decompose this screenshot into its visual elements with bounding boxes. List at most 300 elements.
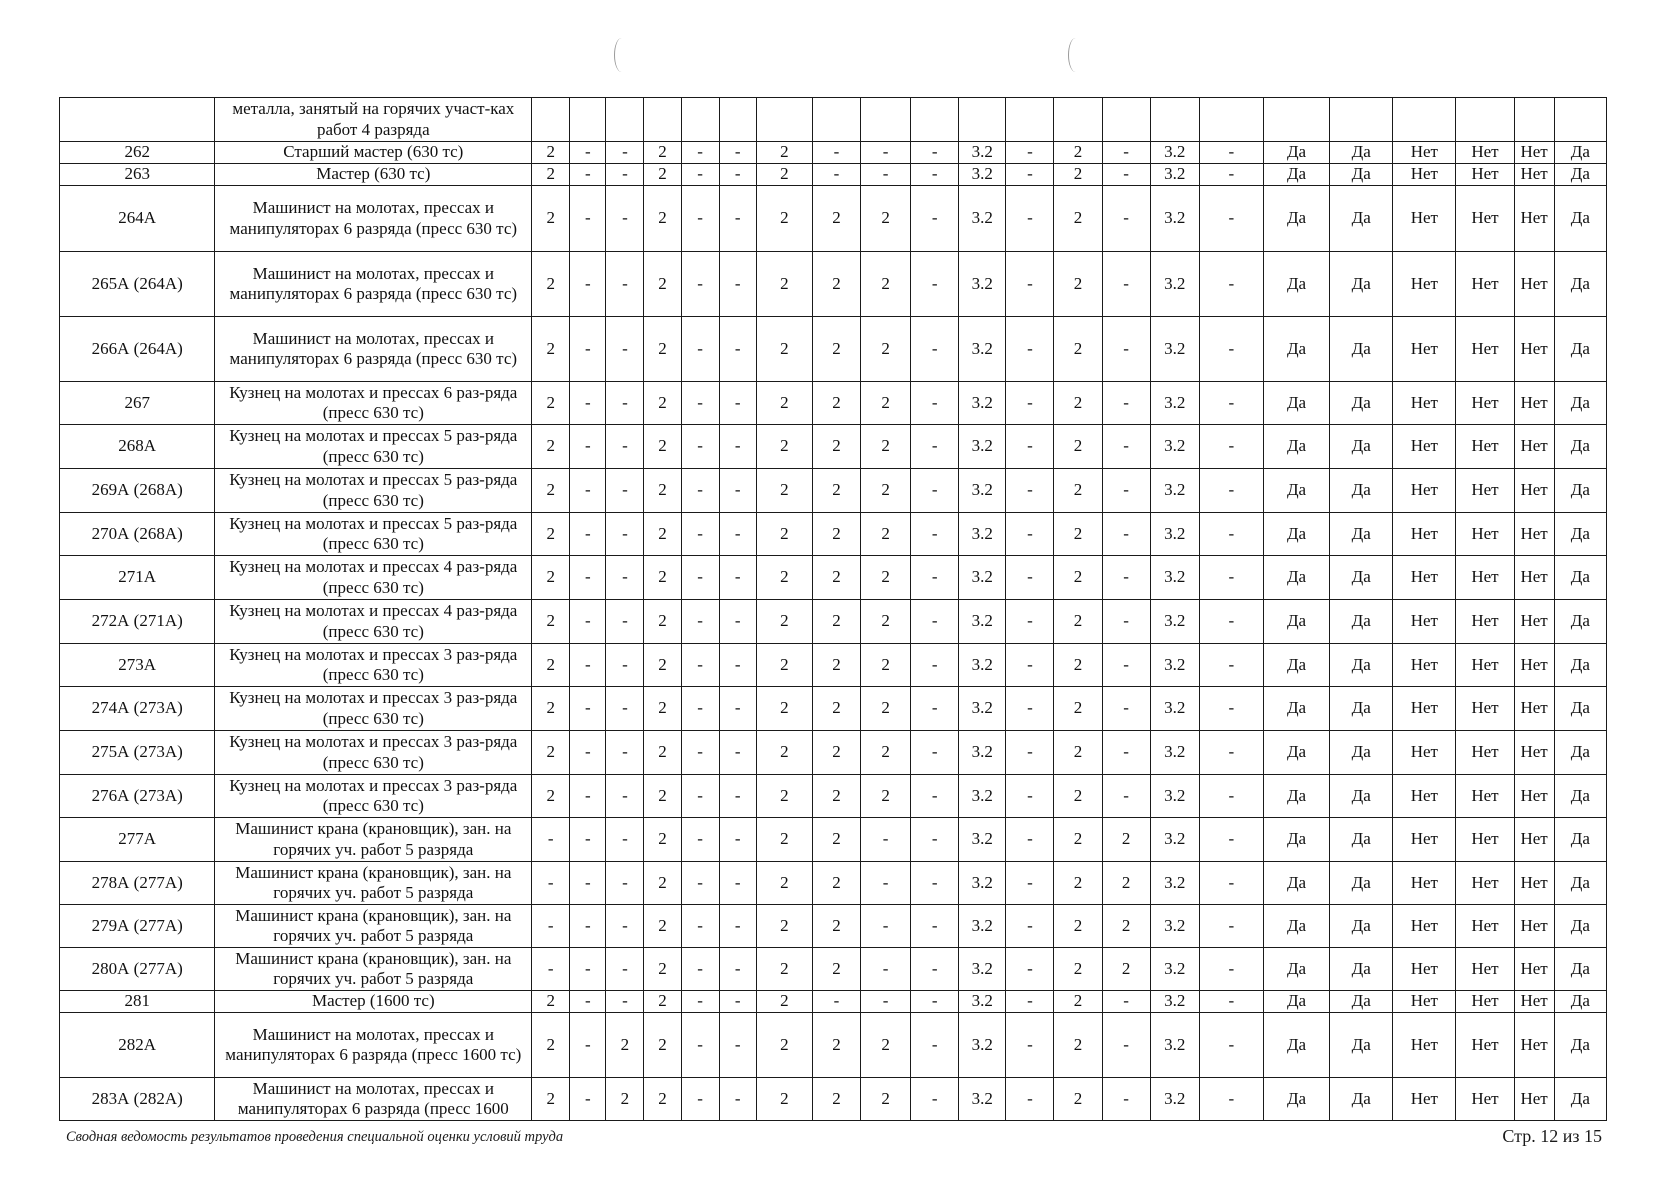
table-cell: -	[681, 164, 719, 186]
table-cell: -	[1102, 775, 1150, 818]
table-cell: 3.2	[959, 1013, 1006, 1078]
table-cell: Нет	[1514, 1013, 1554, 1078]
table-cell: 2	[1054, 1013, 1102, 1078]
table-cell: Нет	[1514, 687, 1554, 731]
table-row	[60, 905, 1607, 948]
table-cell	[570, 98, 606, 142]
table-cell: 2	[532, 142, 570, 164]
table-cell: Да	[1263, 425, 1329, 469]
table-cell: 2	[1054, 142, 1102, 164]
table-cell: 3.2	[1150, 142, 1199, 164]
table-cell: 2	[812, 425, 860, 469]
table-cell: Да	[1554, 862, 1606, 905]
table-cell: 2	[812, 1013, 860, 1078]
table-cell: 2	[1054, 425, 1102, 469]
table-cell: 2	[1102, 862, 1150, 905]
table-cell: -	[719, 775, 756, 818]
table-cell: 3.2	[1150, 382, 1199, 425]
table-row	[60, 142, 1607, 164]
table-cell: Да	[1263, 687, 1329, 731]
table-cell: 2	[644, 382, 681, 425]
table-cell: Нет	[1456, 252, 1514, 317]
table-cell: Нет	[1514, 425, 1554, 469]
table-cell: 2	[812, 644, 860, 687]
table-cell: 2	[861, 600, 911, 644]
table-cell: Нет	[1456, 469, 1514, 513]
table-cell: Нет	[1456, 382, 1514, 425]
position-name: металла, занятый на горячих участ-ках работ 4 разряда	[215, 98, 532, 142]
table-cell: Да	[1554, 252, 1606, 317]
table-cell: 3.2	[959, 382, 1006, 425]
table-cell: -	[1102, 991, 1150, 1013]
table-cell: -	[681, 948, 719, 991]
table-cell: Нет	[1514, 948, 1554, 991]
table-cell: -	[532, 862, 570, 905]
table-cell: Да	[1330, 687, 1393, 731]
table-cell: 2	[644, 948, 681, 991]
table-cell: 2	[644, 1078, 681, 1121]
table-cell: Да	[1554, 644, 1606, 687]
table-cell: -	[1006, 644, 1054, 687]
table-cell: Да	[1554, 382, 1606, 425]
table-row	[60, 991, 1607, 1013]
table-cell: 2	[812, 556, 860, 600]
table-cell: -	[570, 775, 606, 818]
table-cell: -	[681, 731, 719, 775]
table-cell: Да	[1330, 252, 1393, 317]
table-cell: -	[606, 775, 644, 818]
position-name: Кузнец на молотах и прессах 4 раз-ряда (пресс 630 тс)	[215, 600, 532, 644]
position-name: Мастер (1600 тс)	[215, 991, 532, 1013]
table-cell: Нет	[1456, 513, 1514, 556]
row-id: 270А (268А)	[60, 513, 215, 556]
table-cell: 3.2	[959, 862, 1006, 905]
table-cell: 3.2	[1150, 775, 1199, 818]
table-cell: -	[681, 600, 719, 644]
table-cell: Да	[1263, 644, 1329, 687]
table-cell: -	[1102, 317, 1150, 382]
table-cell: -	[1006, 600, 1054, 644]
table-cell: 3.2	[1150, 991, 1199, 1013]
table-cell: 2	[756, 317, 812, 382]
table-cell: 3.2	[959, 469, 1006, 513]
table-cell: 3.2	[959, 991, 1006, 1013]
table-cell: 2	[644, 469, 681, 513]
table-cell: 2	[756, 818, 812, 862]
table-cell: -	[911, 775, 959, 818]
table-cell: 3.2	[959, 1078, 1006, 1121]
table-cell: 2	[644, 775, 681, 818]
table-cell: -	[1006, 1078, 1054, 1121]
table-cell: -	[911, 142, 959, 164]
table-cell: Нет	[1514, 862, 1554, 905]
position-name: Машинист на молотах, прессах и манипуляторах 6 разряда (пресс 1600 тс)	[215, 1013, 532, 1078]
table-cell	[1514, 98, 1554, 142]
table-cell: 2	[861, 382, 911, 425]
table-cell: -	[719, 252, 756, 317]
table-cell: Нет	[1393, 775, 1456, 818]
table-cell: -	[1102, 186, 1150, 252]
table-cell: -	[911, 905, 959, 948]
table-cell	[1054, 98, 1102, 142]
table-cell: -	[1006, 317, 1054, 382]
row-id: 281	[60, 991, 215, 1013]
table-cell: 2	[812, 600, 860, 644]
table-cell: Да	[1330, 382, 1393, 425]
table-cell: Да	[1554, 469, 1606, 513]
table-cell: Нет	[1393, 425, 1456, 469]
table-cell: 2	[1054, 513, 1102, 556]
table-cell: -	[719, 469, 756, 513]
table-cell: 2	[1054, 1078, 1102, 1121]
table-cell: Нет	[1393, 600, 1456, 644]
table-row	[60, 775, 1607, 818]
table-cell	[1102, 98, 1150, 142]
table-cell: 2	[756, 164, 812, 186]
table-cell: Да	[1330, 948, 1393, 991]
table-cell: Нет	[1393, 687, 1456, 731]
table-cell: Да	[1263, 186, 1329, 252]
table-cell: Нет	[1393, 948, 1456, 991]
table-cell: -	[1102, 513, 1150, 556]
table-cell: -	[1102, 644, 1150, 687]
table-cell: 3.2	[959, 644, 1006, 687]
table-cell: Да	[1263, 1078, 1329, 1121]
table-cell: Да	[1263, 142, 1329, 164]
table-row	[60, 948, 1607, 991]
position-name: Машинист на молотах, прессах и манипуляторах 6 разряда (пресс 630 тс)	[215, 317, 532, 382]
table-cell: -	[1006, 186, 1054, 252]
table-cell: 2	[756, 991, 812, 1013]
table-cell: -	[1006, 775, 1054, 818]
table-row	[60, 1013, 1607, 1078]
table-cell: -	[1199, 948, 1263, 991]
table-cell: 2	[644, 142, 681, 164]
table-cell: -	[606, 142, 644, 164]
table-cell: -	[570, 1013, 606, 1078]
table-cell: -	[681, 142, 719, 164]
position-name: Кузнец на молотах и прессах 5 раз-ряда (пресс 630 тс)	[215, 425, 532, 469]
table-cell: 3.2	[959, 600, 1006, 644]
table-cell: -	[719, 687, 756, 731]
table-cell: -	[1102, 252, 1150, 317]
results-table	[59, 97, 1607, 1121]
table-cell: -	[606, 317, 644, 382]
table-cell: 3.2	[1150, 252, 1199, 317]
table-cell: -	[570, 425, 606, 469]
table-cell: Нет	[1514, 731, 1554, 775]
table-cell: -	[532, 905, 570, 948]
table-cell: 2	[1054, 644, 1102, 687]
table-cell: -	[570, 556, 606, 600]
table-cell: 2	[1054, 186, 1102, 252]
table-cell: -	[719, 644, 756, 687]
table-cell: -	[1102, 600, 1150, 644]
table-cell: -	[1199, 164, 1263, 186]
table-cell: -	[861, 142, 911, 164]
table-cell: 3.2	[1150, 818, 1199, 862]
table-cell: 3.2	[1150, 425, 1199, 469]
table-cell: Да	[1554, 186, 1606, 252]
table-row	[60, 818, 1607, 862]
table-cell: -	[606, 469, 644, 513]
table-cell: Да	[1330, 600, 1393, 644]
table-row	[60, 425, 1607, 469]
table-cell	[1006, 98, 1054, 142]
table-cell: 2	[1102, 818, 1150, 862]
table-cell: -	[1199, 991, 1263, 1013]
position-name: Машинист крана (крановщик), зан. на горячих уч. работ 5 разряда	[215, 862, 532, 905]
table-cell: 2	[812, 948, 860, 991]
table-cell: 2	[532, 317, 570, 382]
table-cell: -	[681, 1013, 719, 1078]
row-id: 280А (277А)	[60, 948, 215, 991]
table-cell: 2	[1054, 469, 1102, 513]
table-cell: Нет	[1456, 687, 1514, 731]
table-cell: 3.2	[959, 948, 1006, 991]
table-cell: 2	[812, 252, 860, 317]
table-cell: Нет	[1393, 991, 1456, 1013]
table-cell: Нет	[1514, 164, 1554, 186]
position-name: Машинист крана (крановщик), зан. на горячих уч. работ 5 разряда	[215, 905, 532, 948]
table-cell: -	[606, 991, 644, 1013]
table-cell: 2	[532, 556, 570, 600]
table-cell: Да	[1330, 164, 1393, 186]
table-cell: -	[911, 687, 959, 731]
table-cell: -	[570, 513, 606, 556]
table-cell: -	[1102, 469, 1150, 513]
table-cell: -	[1006, 142, 1054, 164]
table-cell: Да	[1554, 142, 1606, 164]
table-cell: -	[1199, 513, 1263, 556]
table-cell: 2	[756, 513, 812, 556]
table-cell: -	[812, 164, 860, 186]
table-cell	[606, 98, 644, 142]
table-cell: 2	[532, 186, 570, 252]
table-cell: -	[570, 991, 606, 1013]
table-cell: Нет	[1514, 556, 1554, 600]
table-cell: -	[1199, 469, 1263, 513]
table-cell: 3.2	[1150, 1013, 1199, 1078]
table-cell: 2	[532, 382, 570, 425]
table-cell: 2	[606, 1013, 644, 1078]
table-cell: Нет	[1393, 556, 1456, 600]
table-cell: -	[1006, 948, 1054, 991]
table-cell: 2	[756, 252, 812, 317]
table-cell: Нет	[1514, 644, 1554, 687]
table-cell: Нет	[1393, 142, 1456, 164]
row-id: 272А (271А)	[60, 600, 215, 644]
table-cell: Да	[1263, 905, 1329, 948]
table-cell: -	[681, 1078, 719, 1121]
table-cell: -	[1199, 186, 1263, 252]
table-cell: -	[1006, 687, 1054, 731]
table-cell: 2	[812, 731, 860, 775]
table-row	[60, 644, 1607, 687]
table-cell: -	[1199, 1013, 1263, 1078]
table-cell: -	[606, 905, 644, 948]
table-cell: Да	[1330, 186, 1393, 252]
table-cell: 2	[1054, 600, 1102, 644]
table-cell: 2	[644, 425, 681, 469]
table-cell: Нет	[1514, 186, 1554, 252]
position-name: Кузнец на молотах и прессах 3 раз-ряда (пресс 630 тс)	[215, 644, 532, 687]
table-cell: -	[861, 164, 911, 186]
table-cell: Нет	[1456, 425, 1514, 469]
table-cell: -	[1102, 382, 1150, 425]
table-row	[60, 186, 1607, 252]
table-cell: 2	[644, 687, 681, 731]
table-cell: -	[911, 513, 959, 556]
table-cell: Да	[1263, 948, 1329, 991]
table-cell: -	[1199, 905, 1263, 948]
table-cell: Да	[1263, 1013, 1329, 1078]
table-cell: 3.2	[959, 252, 1006, 317]
table-cell: -	[606, 164, 644, 186]
table-cell: -	[719, 731, 756, 775]
table-cell: 2	[644, 556, 681, 600]
table-cell: 2	[756, 775, 812, 818]
table-cell: -	[1199, 818, 1263, 862]
table-cell: 2	[1054, 905, 1102, 948]
position-name: Мастер (630 тс)	[215, 164, 532, 186]
table-cell: 2	[861, 469, 911, 513]
table-cell: Нет	[1393, 731, 1456, 775]
row-id: 273А	[60, 644, 215, 687]
table-cell: 3.2	[959, 164, 1006, 186]
table-cell: -	[681, 644, 719, 687]
table-row	[60, 731, 1607, 775]
table-cell: -	[1199, 317, 1263, 382]
table-cell: -	[606, 382, 644, 425]
table-cell: -	[911, 382, 959, 425]
table-cell: 3.2	[1150, 513, 1199, 556]
table-cell: -	[911, 948, 959, 991]
table-cell: Нет	[1393, 252, 1456, 317]
row-id: 268А	[60, 425, 215, 469]
table-cell: Нет	[1514, 513, 1554, 556]
table-cell: -	[861, 948, 911, 991]
table-cell: -	[570, 731, 606, 775]
table-cell: 2	[812, 905, 860, 948]
table-row	[60, 600, 1607, 644]
table-cell: -	[681, 687, 719, 731]
table-cell: 3.2	[1150, 905, 1199, 948]
table-cell: -	[911, 469, 959, 513]
table-cell: -	[719, 382, 756, 425]
table-cell: -	[1102, 164, 1150, 186]
table-cell: -	[1006, 1013, 1054, 1078]
position-name: Кузнец на молотах и прессах 3 раз-ряда (пресс 630 тс)	[215, 687, 532, 731]
table-cell: -	[861, 862, 911, 905]
table-cell: 3.2	[1150, 164, 1199, 186]
table-cell	[1554, 98, 1606, 142]
table-cell: Да	[1554, 164, 1606, 186]
table-cell: 2	[756, 142, 812, 164]
position-name: Кузнец на молотах и прессах 3 раз-ряда (пресс 630 тс)	[215, 775, 532, 818]
table-cell: -	[606, 556, 644, 600]
table-cell: Нет	[1456, 948, 1514, 991]
row-id: 276А (273А)	[60, 775, 215, 818]
table-cell: Да	[1263, 556, 1329, 600]
table-cell: Нет	[1393, 382, 1456, 425]
position-name: Кузнец на молотах и прессах 6 раз-ряда (пресс 630 тс)	[215, 382, 532, 425]
row-id: 278А (277А)	[60, 862, 215, 905]
table-cell: 2	[1054, 948, 1102, 991]
table-cell: 2	[644, 991, 681, 1013]
table-cell: 2	[756, 862, 812, 905]
table-cell: -	[911, 991, 959, 1013]
table-cell: 2	[532, 425, 570, 469]
table-cell: Да	[1263, 991, 1329, 1013]
table-cell: Да	[1554, 425, 1606, 469]
table-cell: 2	[812, 1078, 860, 1121]
table-cell: 2	[812, 687, 860, 731]
table-cell: -	[861, 905, 911, 948]
table-cell: Да	[1330, 644, 1393, 687]
table-cell: 2	[812, 382, 860, 425]
table-cell: -	[719, 1013, 756, 1078]
table-cell: 2	[812, 317, 860, 382]
table-cell: -	[570, 948, 606, 991]
table-cell: 2	[644, 600, 681, 644]
table-cell: -	[911, 862, 959, 905]
table-cell: 2	[861, 775, 911, 818]
table-cell: -	[606, 731, 644, 775]
table-cell: -	[1006, 164, 1054, 186]
table-row	[60, 687, 1607, 731]
table-cell: Да	[1330, 1078, 1393, 1121]
table-cell: 2	[644, 317, 681, 382]
position-name: Машинист крана (крановщик), зан. на горячих уч. работ 5 разряда	[215, 948, 532, 991]
row-id: 269А (268А)	[60, 469, 215, 513]
row-id: 279А (277А)	[60, 905, 215, 948]
table-cell: 2	[1054, 731, 1102, 775]
position-name: Кузнец на молотах и прессах 4 раз-ряда (пресс 630 тс)	[215, 556, 532, 600]
table-cell: Да	[1330, 731, 1393, 775]
table-cell: -	[719, 1078, 756, 1121]
table-cell: Да	[1330, 862, 1393, 905]
table-cell: 2	[1054, 382, 1102, 425]
position-name: Машинист на молотах, прессах и манипуляторах 6 разряда (пресс 630 тс)	[215, 252, 532, 317]
table-cell	[861, 98, 911, 142]
table-cell: -	[861, 818, 911, 862]
table-cell: 3.2	[959, 186, 1006, 252]
table-cell: -	[606, 862, 644, 905]
table-cell: 2	[756, 556, 812, 600]
table-cell: 3.2	[959, 425, 1006, 469]
table-cell: 2	[644, 818, 681, 862]
table-cell: Нет	[1514, 600, 1554, 644]
table-cell: Да	[1263, 164, 1329, 186]
table-row	[60, 252, 1607, 317]
table-cell: -	[1199, 644, 1263, 687]
table-cell	[959, 98, 1006, 142]
table-cell: 3.2	[1150, 687, 1199, 731]
table-cell: 3.2	[1150, 469, 1199, 513]
table-cell: -	[719, 991, 756, 1013]
table-cell: -	[1102, 687, 1150, 731]
table-cell: Да	[1554, 317, 1606, 382]
table-cell: -	[681, 186, 719, 252]
table-cell: 2	[812, 818, 860, 862]
table-cell	[681, 98, 719, 142]
table-cell: 3.2	[1150, 948, 1199, 991]
table-cell: -	[719, 425, 756, 469]
table-cell: 2	[532, 991, 570, 1013]
table-cell: -	[1199, 382, 1263, 425]
table-cell	[812, 98, 860, 142]
